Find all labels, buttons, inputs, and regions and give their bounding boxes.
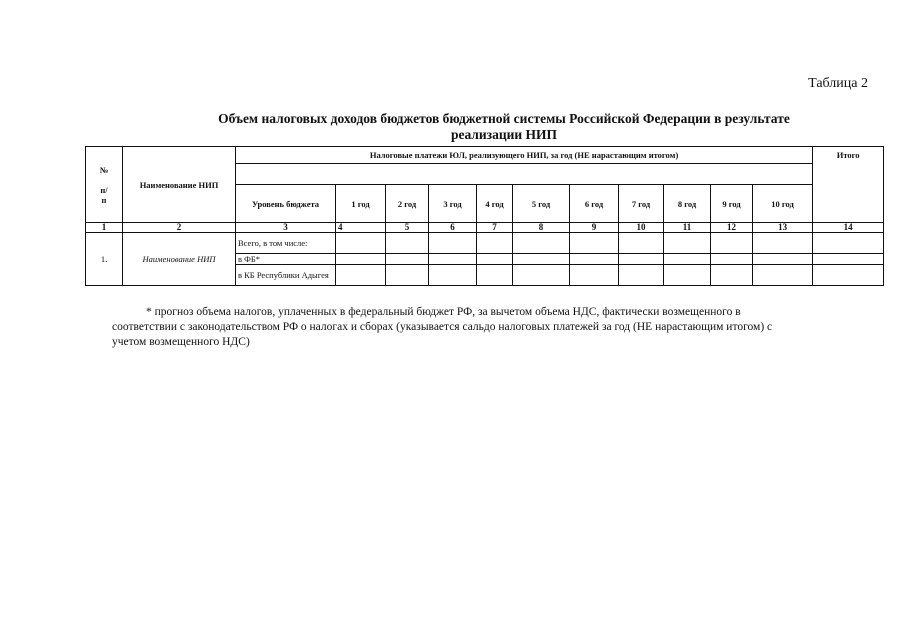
cell-empty xyxy=(513,254,570,265)
cell-empty xyxy=(513,265,570,286)
header-year-7: 7 год xyxy=(619,185,664,223)
header-year-6: 6 год xyxy=(570,185,619,223)
cell-empty xyxy=(429,254,477,265)
row-level-fb: в ФБ* xyxy=(236,254,336,265)
cell-empty xyxy=(429,265,477,286)
cell-empty xyxy=(336,254,386,265)
col-number-1: 1 xyxy=(86,223,123,233)
cell-empty xyxy=(570,265,619,286)
col-number-9: 9 xyxy=(570,223,619,233)
header-blank-row xyxy=(236,164,813,185)
cell-empty xyxy=(664,233,711,254)
cell-empty xyxy=(711,233,753,254)
row-name: Наименование НИП xyxy=(123,233,236,286)
col-number-13: 13 xyxy=(753,223,813,233)
cell-empty xyxy=(619,233,664,254)
col-number-4: 4 xyxy=(336,223,386,233)
cell-empty xyxy=(664,265,711,286)
header-year-8: 8 год xyxy=(664,185,711,223)
cell-empty xyxy=(753,233,813,254)
cell-empty xyxy=(570,254,619,265)
col-number-3: 3 xyxy=(236,223,336,233)
cell-empty xyxy=(429,233,477,254)
cell-empty xyxy=(570,233,619,254)
col-number-10: 10 xyxy=(619,223,664,233)
row-num: 1. xyxy=(86,233,123,286)
col-number-11: 11 xyxy=(664,223,711,233)
cell-empty xyxy=(477,265,513,286)
header-num-line2: п/ xyxy=(100,184,108,195)
header-budget-level: Уровень бюджета xyxy=(236,185,336,223)
row-level-kb: в КБ Республики Адыгея xyxy=(236,265,336,286)
header-year-1: 1 год xyxy=(336,185,386,223)
header-num xyxy=(86,147,123,223)
header-year-9: 9 год xyxy=(711,185,753,223)
header-year-5: 5 год xyxy=(513,185,570,223)
cell-empty xyxy=(711,254,753,265)
cell-empty xyxy=(813,233,884,254)
col-number-12: 12 xyxy=(711,223,753,233)
col-number-8: 8 xyxy=(513,223,570,233)
cell-empty xyxy=(619,254,664,265)
col-number-2: 2 xyxy=(123,223,236,233)
cell-empty xyxy=(664,254,711,265)
footnote-line-2: соответствии с законодательством РФ о налогах и сборах (указывается сальдо налоговых платежей за год (НЕ нарастающим итогом) с xyxy=(112,321,773,333)
header-num-line1: № xyxy=(99,164,109,175)
cell-empty xyxy=(386,233,429,254)
header-total: Итого xyxy=(813,147,884,223)
cell-empty xyxy=(477,233,513,254)
col-number-7: 7 xyxy=(477,223,513,233)
tax-revenue-table xyxy=(85,146,884,286)
cell-empty xyxy=(336,233,386,254)
footnote-line-3: учетом возмещенного НДС) xyxy=(112,336,250,348)
cell-empty xyxy=(753,254,813,265)
cell-empty xyxy=(813,254,884,265)
header-year-4: 4 год xyxy=(477,185,513,223)
header-payments-group: Налоговые платежи ЮЛ, реализующего НИП, за год (НЕ нарастающим итогом) xyxy=(236,147,813,164)
cell-empty xyxy=(386,265,429,286)
cell-empty xyxy=(513,233,570,254)
col-number-6: 6 xyxy=(429,223,477,233)
cell-empty xyxy=(711,265,753,286)
document-title xyxy=(170,111,838,143)
header-name: Наименование НИП xyxy=(123,147,236,223)
table-label: Таблица 2 xyxy=(808,76,868,91)
cell-empty xyxy=(813,265,884,286)
header-year-10: 10 год xyxy=(753,185,813,223)
cell-empty xyxy=(386,254,429,265)
col-number-14: 14 xyxy=(813,223,884,233)
table-row xyxy=(86,233,884,254)
cell-empty xyxy=(336,265,386,286)
row-level-total: Всего, в том числе: xyxy=(236,233,336,254)
cell-empty xyxy=(753,265,813,286)
footnote xyxy=(112,305,847,350)
title-line-1: Объем налоговых доходов бюджетов бюджетной системы Российской Федерации в результате xyxy=(218,111,790,126)
footnote-line-1: * прогноз объема налогов, уплаченных в федеральный бюджет РФ, за вычетом объема НДС, фактически возмещенного в xyxy=(146,306,741,318)
title-line-2: реализации НИП xyxy=(450,127,558,142)
header-num-line3: п xyxy=(101,194,107,205)
header-year-3: 3 год xyxy=(429,185,477,223)
col-number-5: 5 xyxy=(386,223,429,233)
cell-empty xyxy=(477,254,513,265)
header-year-2: 2 год xyxy=(386,185,429,223)
cell-empty xyxy=(619,265,664,286)
